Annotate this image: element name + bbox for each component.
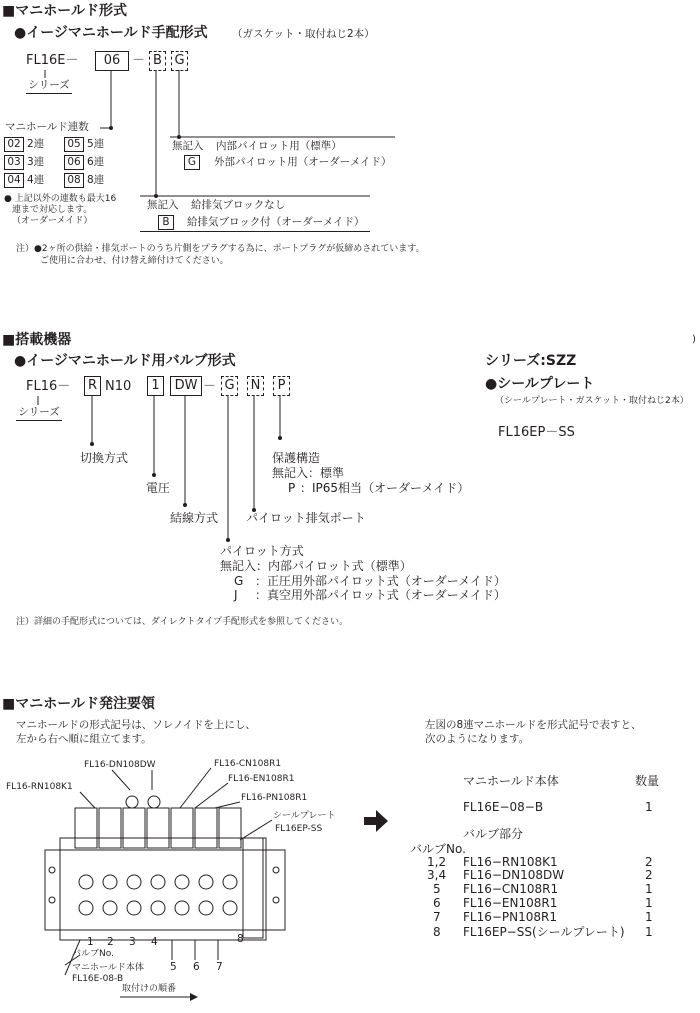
count-note-3: （オーダーメイド） [12,216,93,226]
easy-manifold-order-note: （ガスケット・取付ねじ2本） [232,28,375,40]
table-row-qty: 1 [645,896,653,910]
code-separator: － [132,53,146,68]
label-body: マニホールド本体 [72,963,144,973]
protect-p: ：IP65相当（オーダーメイド） [300,481,470,495]
table-row-code: FL16−EN108R1 [463,896,558,910]
table-row-code: FL16−PN108R1 [463,910,558,924]
qty-header: 数量 [635,774,660,788]
seal-plate-code: FL16EP－SS [498,425,575,440]
table-row-no: 8 [433,925,441,939]
manifold-count-title: マニホールド連数 [5,121,89,133]
count-label: 3連 [27,156,45,168]
manifold-code-prefix: FL16E－ [26,53,79,68]
count-code: 05 [64,137,84,152]
valve-number-8: 8 [237,933,244,945]
label-rn: FL16-RN108K1 [6,782,73,792]
valve-number: 1 [87,936,94,948]
count-code: 06 [64,155,84,170]
right-desc-2: 次のようになります。 [425,733,530,745]
g-code-desc: 外部パイロット用（オーダーメイド） [214,156,392,168]
pilot-j: ：真空用外部パイロット式（オーダーメイド） [255,588,506,602]
table-row-qty: 2 [645,868,653,882]
table-row-no: 6 [433,896,441,910]
code-n10: N10 [105,379,132,394]
switch-method: 切換方式 [80,451,129,465]
code-n-box: N [247,376,264,396]
table-row-no: 7 [433,910,441,924]
pilot-none: 無記入：内部パイロット式（標準） [220,559,412,573]
pilot-g-code: G [234,574,244,588]
code-1-box: 1 [147,376,164,396]
table-row-qty: 1 [645,925,653,939]
code-r-box: R [84,376,101,396]
table-row-qty: 2 [645,855,653,869]
valve-no-header: バルブNo. [410,842,466,856]
protect-title: 保護構造 [272,451,321,465]
code-p-box: P [273,376,290,396]
g-code-box: G [184,155,200,170]
count-label: 8連 [87,174,105,186]
pilot-g: ：正圧用外部パイロット式（オーダーメイド） [255,574,506,588]
right-desc-1: 左図の8連マニホールドを形式記号で表すと、 [425,719,642,731]
valve-number: 5 [170,961,177,973]
valve-number: 4 [151,936,158,948]
valve-header: バルブ部分 [463,827,524,841]
s1-note-1: 注）●2ヶ所の供給・排気ポートのうち片側をプラグする為に、ポートプラグが仮締めされています。 [16,244,425,254]
valve-number: 6 [193,961,200,973]
seal-plate-note: （シールプレート・ガスケット・取付ねじ2本） [495,396,689,406]
wiring-label: 結線方式 [170,511,219,525]
valve-number: 7 [216,961,223,973]
code-g-box2: G [221,376,238,396]
series-szz: シリーズ:SZZ [485,353,577,369]
count-label: 2連 [27,138,45,150]
count-label: 4連 [27,174,45,186]
count-code: 03 [4,155,24,170]
voltage-label: 電圧 [146,481,171,495]
code-dash: － [203,379,217,394]
series-label: シリーズ [26,78,72,94]
count-code: 08 [64,173,84,188]
count-note-2: 連まで対応します。 [12,205,93,215]
protect-p-code: P [288,481,296,495]
body-qty: 1 [645,800,653,814]
table-row-code: FL16−RN108K1 [463,855,558,869]
label-dn: FL16-DN108DW [84,760,156,770]
valve-code-prefix: FL16－ [26,379,71,394]
label-seal: シールプレート [273,811,336,821]
pilot-j-code: J [234,588,238,602]
valve-series-label: シリーズ [16,405,62,421]
table-row-no: 1,2 [427,855,447,869]
count-label: 6連 [87,156,105,168]
table-row-no: 3,4 [427,868,447,882]
count-label: 5連 [87,138,105,150]
code-b-box: B [149,51,166,71]
count-code: 04 [4,173,24,188]
manifold-type-heading: ■マニホールド形式 [2,3,127,19]
s2-note: 注）詳細の手配形式については、ダイレクトタイプ手配形式を参照してください。 [16,617,349,627]
s1-note-2: ご使用に合わせ、付け替え締付けてください。 [40,256,229,266]
count-note-1: ● 上記以外の連数も最大16 [4,194,117,204]
body-code: FL16E−08−B [463,800,544,814]
b-code-desc: 給排気ブロック付（オーダーメイド） [187,216,365,228]
order-desc-1: マニホールドの形式記号は、ソレノイドを上にし、 [16,719,256,731]
b-none-label: 無記入 [147,199,179,211]
code-g-box: G [171,51,188,71]
seal-plate-title: ●シールプレート [485,376,595,392]
order-desc-2: 左から右へ順に組立てます。 [16,733,152,745]
code-dw-box: DW [170,376,202,396]
label-order: 取付けの順番 [122,984,177,994]
pilot-exhaust-label: パイロット排気ポート [246,511,366,525]
body-header: マニホールド本体 [463,774,559,788]
label-valve-no: バルブNo. [72,949,114,959]
order-guide-heading: ■マニホールド発注要領 [2,696,155,712]
table-row-code: FL16−CN108R1 [463,882,559,896]
stray-paren: ) [692,334,696,345]
b-none-desc: 給排気ブロックなし [191,199,286,211]
table-row-code: FL16−DN108DW [463,868,565,882]
protect-none: 無記入：標準 [272,466,345,480]
g-none-desc: 内部パイロット用（標準） [216,140,342,152]
label-en: FL16-EN108R1 [228,774,295,784]
table-row-code: FL16EP−SS(シールプレート) [463,925,625,939]
pilot-title: パイロット方式 [220,544,304,558]
label-seal-code: FL16EP-SS [275,824,323,834]
table-row-qty: 1 [645,882,653,896]
easy-manifold-order-heading: ●イージマニホールド手配形式 [14,25,208,41]
g-none-label: 無記入 [172,140,204,152]
count-code: 02 [4,137,24,152]
table-row-no: 5 [433,882,441,896]
table-row-qty: 1 [645,910,653,924]
label-cn: FL16-CN108R1 [214,759,282,769]
mounted-devices-heading: ■搭載機器 [2,332,72,348]
valve-type-heading: ●イージマニホールド用バルブ形式 [14,353,236,369]
manifold-count-box: 06 [95,51,129,71]
label-pn: FL16-PN108R1 [241,793,308,803]
label-body-code: FL16E-08-B [72,974,124,984]
valve-number: 3 [129,936,136,948]
b-code-box: B [158,215,174,230]
valve-number: 2 [107,936,114,948]
